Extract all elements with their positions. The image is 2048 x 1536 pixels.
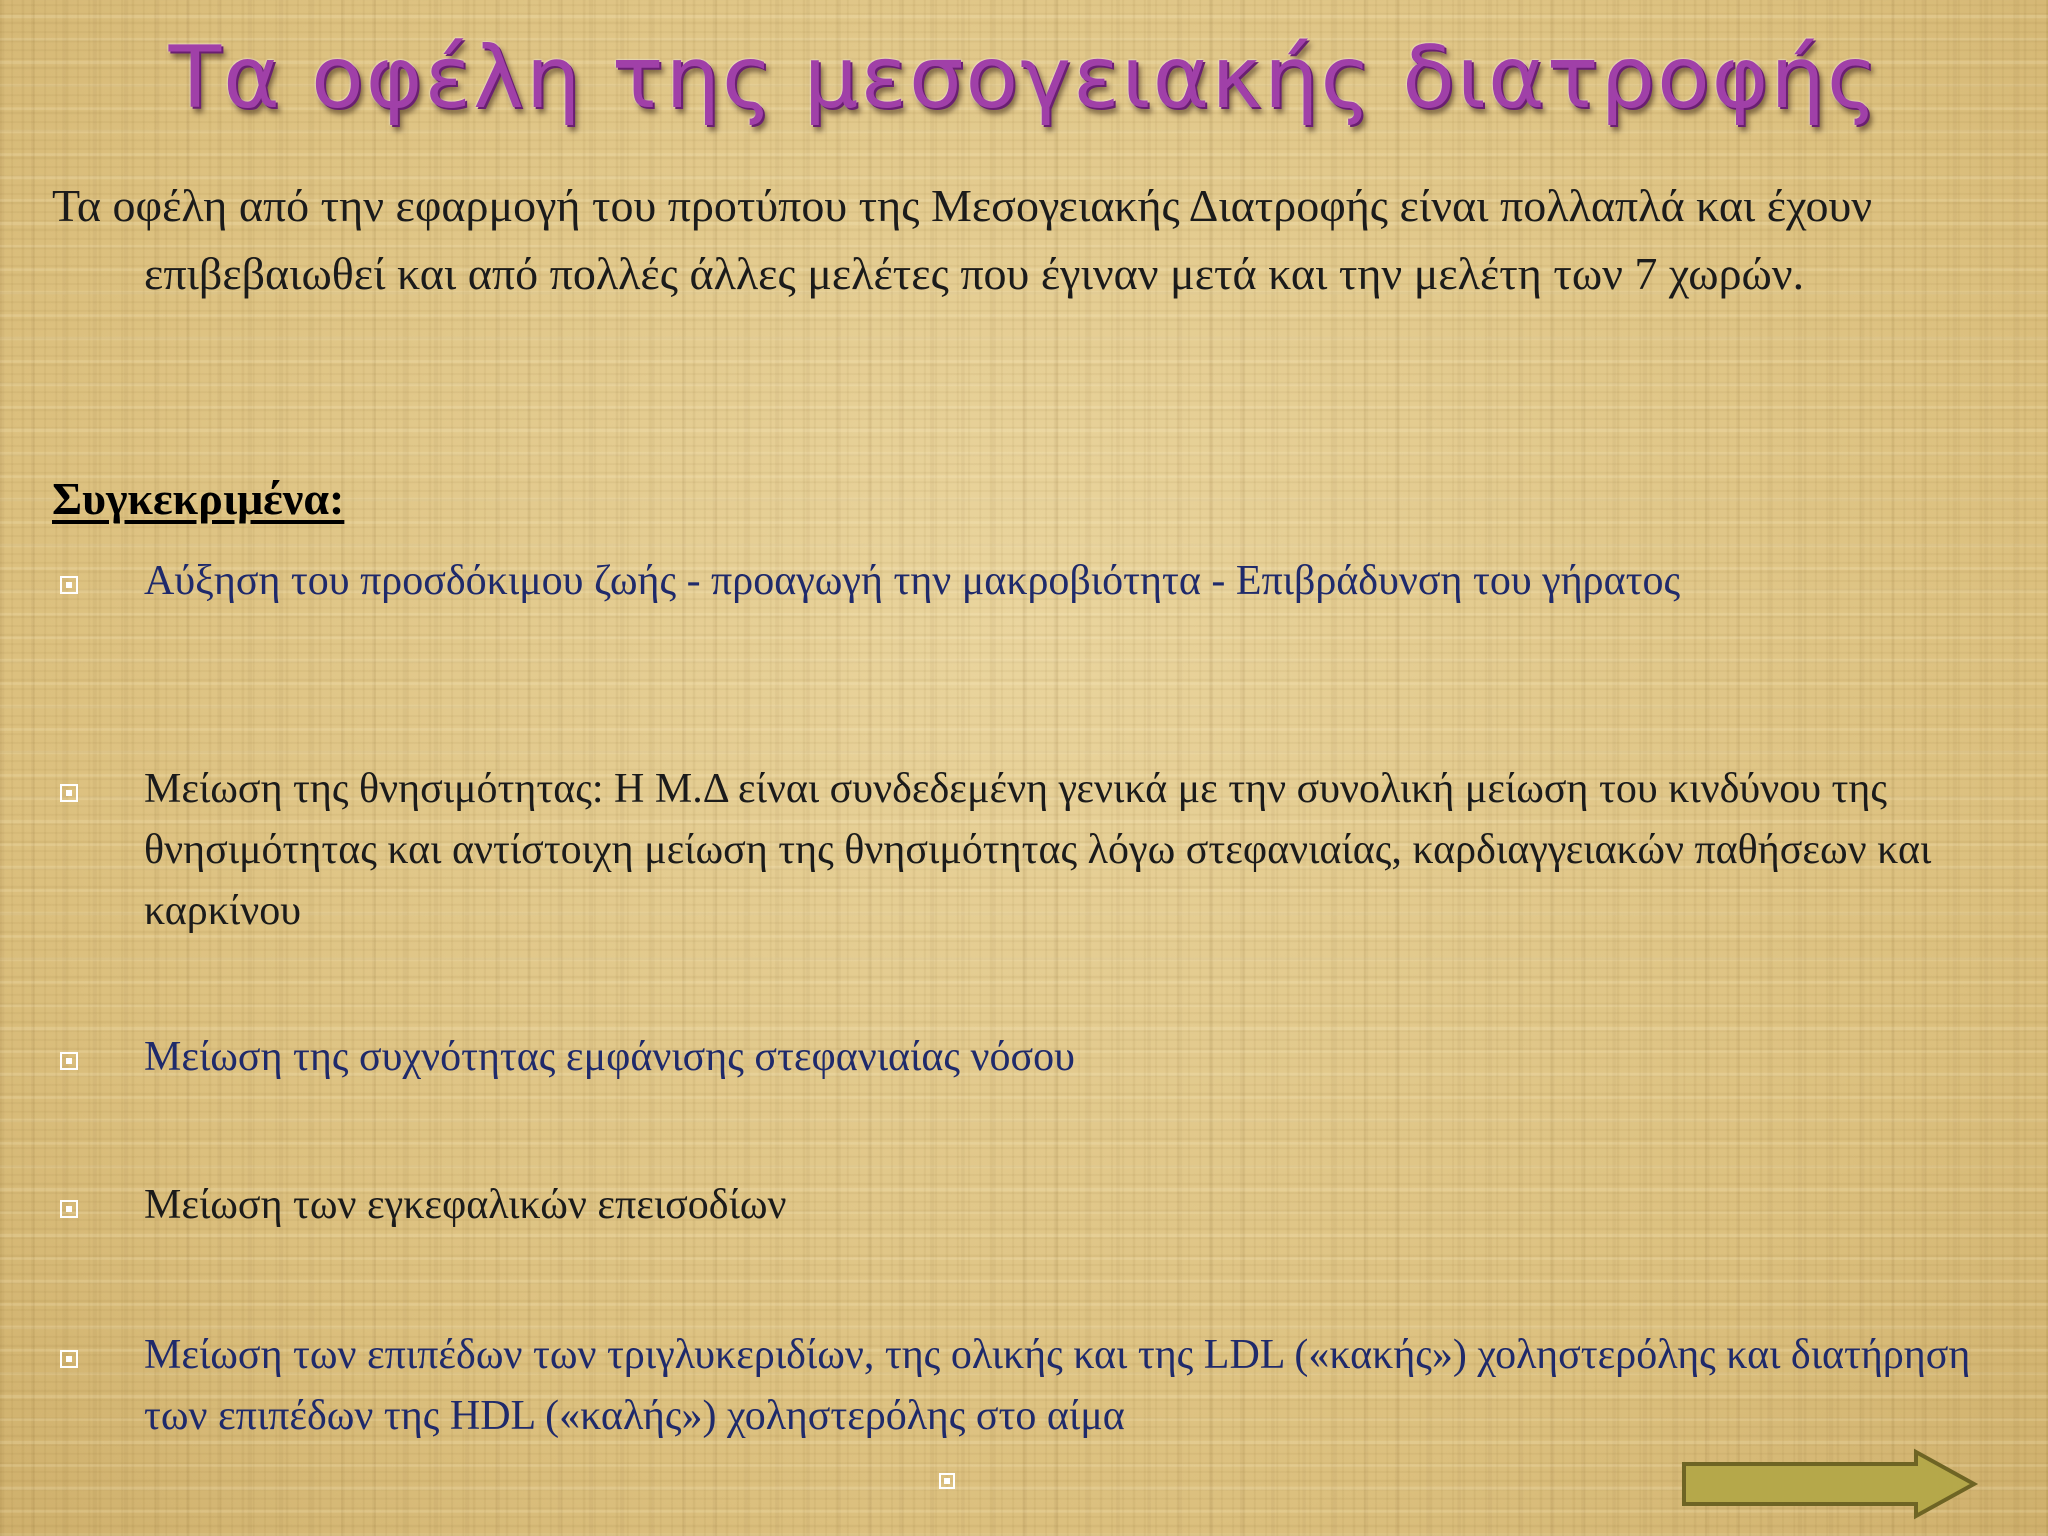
list-item-text: Μείωση της συχνότητας εμφάνισης στεφανιαίας νόσου (144, 1034, 1075, 1080)
list-item (52, 1325, 2002, 1447)
list-item (52, 1175, 2002, 1236)
list-item (52, 1027, 2002, 1088)
list-item (52, 759, 2002, 942)
list-item-text: Μείωση των εγκεφαλικών επεισοδίων (144, 1182, 787, 1228)
empty-bullet-icon (939, 1473, 955, 1489)
square-bullet-icon (60, 1052, 78, 1070)
square-bullet-icon (60, 1350, 78, 1368)
square-bullet-icon (60, 1200, 78, 1218)
right-arrow-icon (1684, 1452, 1974, 1516)
square-bullet-icon (60, 576, 78, 594)
slide-title: Τα οφέλη της μεσογειακής διατροφής (168, 28, 1880, 128)
list-item (52, 551, 2002, 612)
next-slide-arrow-button[interactable] (1680, 1448, 1980, 1520)
intro-paragraph: Τα οφέλη από την εφαρμογή του προτύπου της Μεσογειακής Διατροφής είναι πολλαπλά και έχουν επιβεβαιωθεί και από πολλές άλλες μελέτες που έγιναν μετά και την μελέτη των 7 χωρών. (52, 180, 1873, 299)
subheading: Συγκεκριμένα: (52, 473, 345, 524)
square-bullet-icon (60, 784, 78, 802)
list-item-text: Μείωση της θνησιμότητας: Η Μ.Δ είναι συνδεδεμένη γενικά με την συνολική μείωση του κινδύνου της θνησιμότητας και αντίστοιχη μείωση της θνησιμότητας λόγω στεφανιαίας, καρδιαγγειακών παθήσεων και καρκίνου (144, 766, 1932, 934)
list-item-text: Μείωση των επιπέδων των τριγλυκεριδίων, της ολικής και της LDL («κακής») χοληστερόλης και διατήρηση των επιπέδων της HDL («καλής») χοληστερόλης στο αίμα (144, 1332, 1971, 1439)
list-item-text: Αύξηση του προσδόκιμου ζωής - προαγωγή την μακροβιότητα - Επιβράδυνση του γήρατος (144, 558, 1681, 604)
